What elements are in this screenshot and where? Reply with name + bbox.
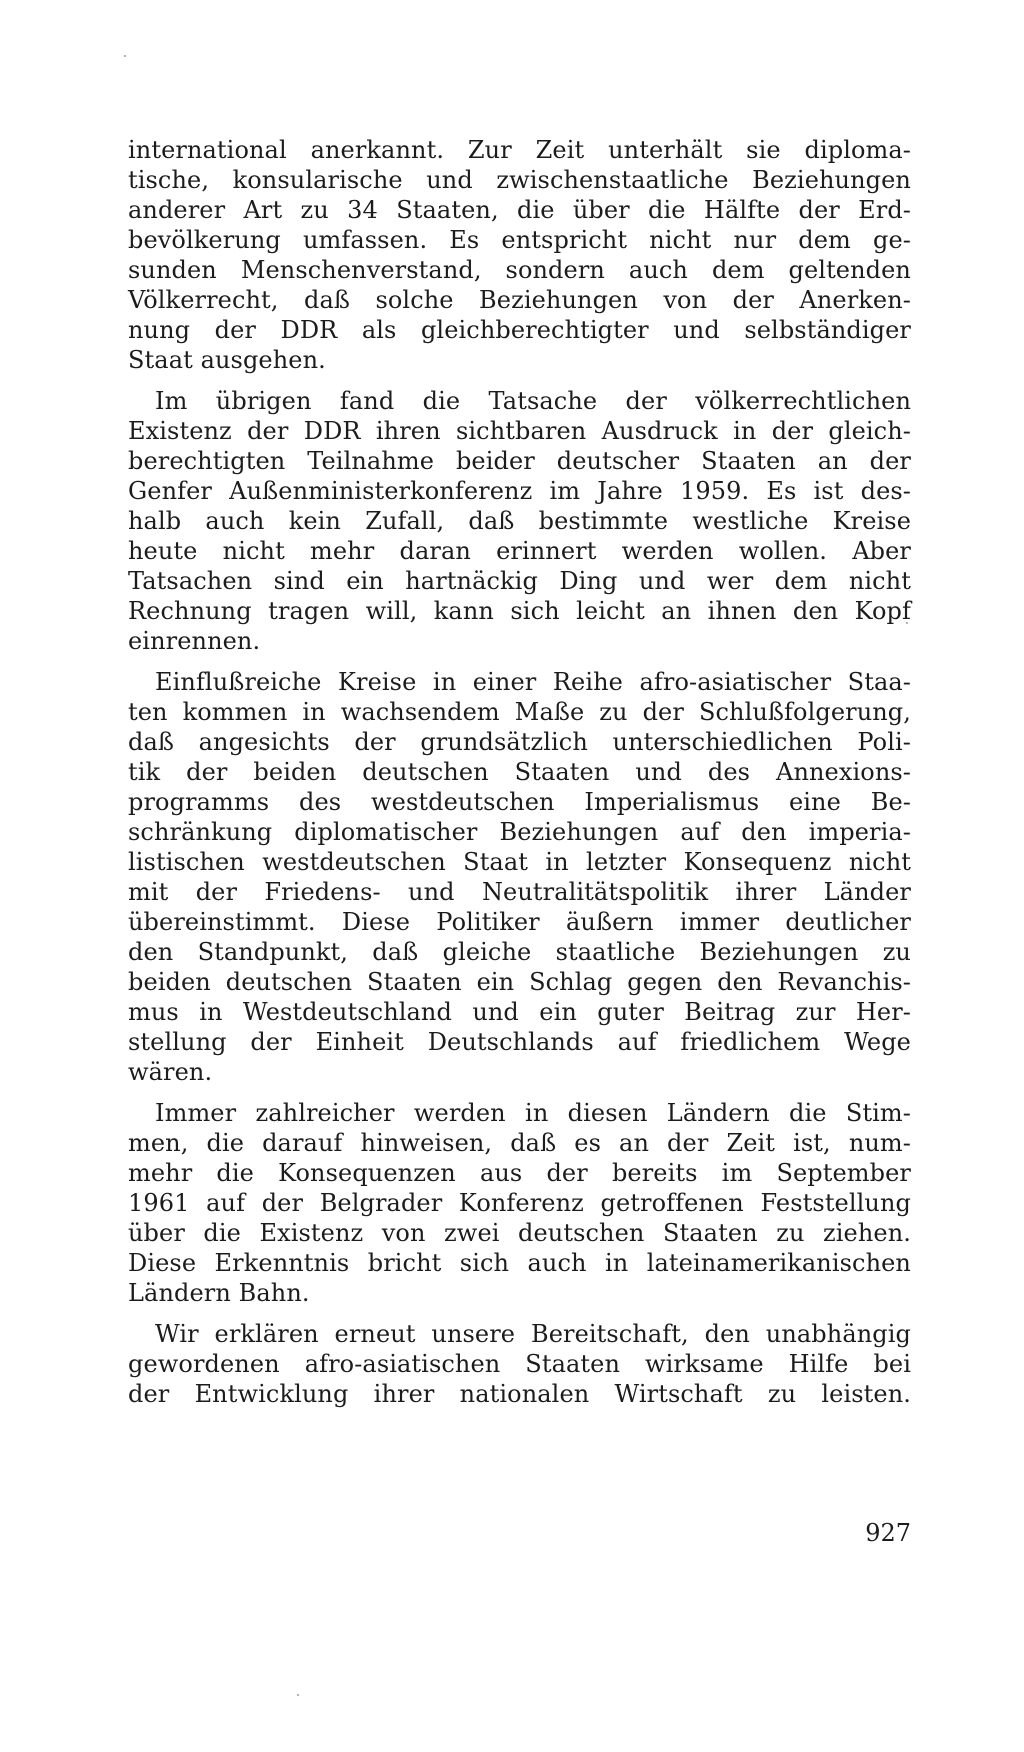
paragraph xyxy=(128,1098,911,1308)
text-line: einrennen. xyxy=(128,627,261,655)
text-line: Einflußreiche Kreise in einer Reihe afro-asiatischer Staa- xyxy=(155,668,911,696)
text-line: gewordenen afro-asiatischen Staaten wirksame Hilfe bei xyxy=(128,1350,911,1378)
paragraph xyxy=(128,1319,911,1409)
body-text xyxy=(128,135,911,1409)
paragraph xyxy=(128,135,911,375)
paragraph xyxy=(128,386,911,656)
text-line: halb auch kein Zufall, daß bestimmte westliche Kreise xyxy=(128,507,911,535)
text-line: mus in Westdeutschland und ein guter Beitrag zur Her- xyxy=(128,998,911,1026)
text-line: bevölkerung umfassen. Es entspricht nicht nur dem ge- xyxy=(128,226,911,254)
text-line: anderer Art zu 34 Staaten, die über die Hälfte der Erd- xyxy=(128,196,911,224)
text-line: men, die darauf hinweisen, daß es an der Zeit ist, num- xyxy=(128,1129,911,1157)
text-line: stellung der Einheit Deutschlands auf friedlichem Wege xyxy=(128,1028,911,1056)
text-line: Existenz der DDR ihren sichtbaren Ausdruck in der gleich- xyxy=(128,417,911,445)
text-line: mehr die Konsequenzen aus der bereits im September xyxy=(128,1159,911,1187)
text-line: Im übrigen fand die Tatsache der völkerrechtlichen xyxy=(155,387,911,415)
text-line: heute nicht mehr daran erinnert werden wollen. Aber xyxy=(128,537,911,565)
text-line: Genfer Außenministerkonferenz im Jahre 1959. Es ist des- xyxy=(128,477,911,505)
text-line: nung der DDR als gleichberechtigter und selbständiger xyxy=(128,316,911,344)
page-number: 927 xyxy=(865,1519,911,1547)
text-line: ten kommen in wachsendem Maße zu der Schlußfolgerung, xyxy=(128,698,911,726)
paragraph xyxy=(128,667,911,1087)
text-line: der Entwicklung ihrer nationalen Wirtschaft zu leisten. xyxy=(128,1380,911,1408)
text-line: Wir erklären erneut unsere Bereitschaft, den unabhängig xyxy=(155,1320,911,1348)
text-line: international anerkannt. Zur Zeit unterhält sie diploma- xyxy=(128,136,911,164)
text-line: Immer zahlreicher werden in diesen Ländern die Stim- xyxy=(155,1099,911,1127)
text-line: daß angesichts der grundsätzlich unterschiedlichen Poli- xyxy=(128,728,911,756)
text-line: 1961 auf der Belgrader Konferenz getroffenen Feststellung xyxy=(128,1189,911,1217)
text-line: den Standpunkt, daß gleiche staatliche Beziehungen zu xyxy=(128,938,911,966)
text-line: schränkung diplomatischer Beziehungen auf den imperia- xyxy=(128,818,911,846)
text-line: mit der Friedens- und Neutralitätspolitik ihrer Länder xyxy=(128,878,911,906)
scan-speck xyxy=(124,55,126,57)
text-line: über die Existenz von zwei deutschen Staaten zu ziehen. xyxy=(128,1219,911,1247)
text-line: listischen westdeutschen Staat in letzter Konsequenz nicht xyxy=(128,848,911,876)
scan-speck xyxy=(297,1694,299,1696)
text-line: Rechnung tragen will, kann sich leicht an ihnen den Kopf xyxy=(128,597,911,625)
text-line: wären. xyxy=(128,1058,213,1086)
text-line: beiden deutschen Staaten ein Schlag gegen den Revanchis- xyxy=(128,968,911,996)
text-line: tik der beiden deutschen Staaten und des Annexions- xyxy=(128,758,911,786)
text-line: sunden Menschenverstand, sondern auch dem geltenden xyxy=(128,256,911,284)
text-line: Völkerrecht, daß solche Beziehungen von der Anerken- xyxy=(128,286,911,314)
text-line: Ländern Bahn. xyxy=(128,1279,310,1307)
text-line: Diese Erkenntnis bricht sich auch in lateinamerikanischen xyxy=(128,1249,911,1277)
text-line: tische, konsularische und zwischenstaatliche Beziehungen xyxy=(128,166,911,194)
text-line: Staat ausgehen. xyxy=(128,346,326,374)
text-line: Tatsachen sind ein hartnäckig Ding und wer dem nicht xyxy=(128,567,911,595)
text-line: übereinstimmt. Diese Politiker äußern immer deutlicher xyxy=(128,908,911,936)
text-line: berechtigten Teilnahme beider deutscher Staaten an der xyxy=(128,447,911,475)
text-line: programms des westdeutschen Imperialismus eine Be- xyxy=(128,788,911,816)
